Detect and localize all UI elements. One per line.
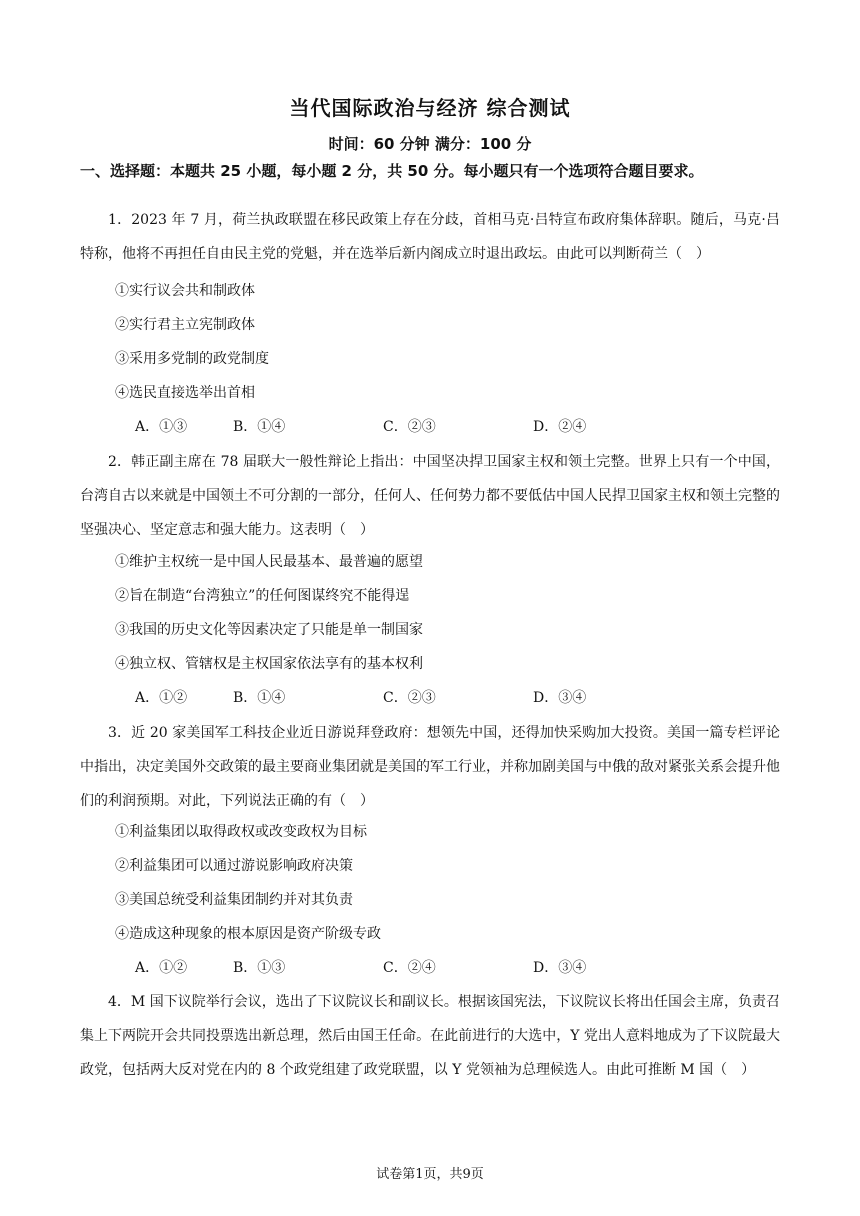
question-4-stem: 4．M 国下议院举行会议，选出了下议院议长和副议长。根据该国宪法，下议院议长将出任国会主席，负责召集上下两院开会共同投票选出新总理，然后由国王任命。在此前进行的大选中，Y 党出人意料地成为了下议院最大政党，包括两大反对党在内的 8 个政党组建了政党联盟，以 Y 党领袖为总理候选人。由此可推断 M 国（ ） <box>80 994 780 1078</box>
question-3-stem: 3．近 20 家美国军工科技企业近日游说拜登政府：想领先中国，还得加快采购加大投资。美国一篇专栏评论中指出，决定美国外交政策的最主要商业集团就是美国的军工行业，并称加剧美国与中俄的敌对紧张关系会提升他们的利润预期。对此，下列说法正确的有（ ） <box>80 725 780 809</box>
question-3-option-4: ④造成这种现象的根本原因是资产阶级专政 <box>115 926 381 942</box>
choice-a[interactable]: A．①② <box>135 690 188 706</box>
question-3-choices <box>135 958 735 978</box>
question-2-option-1: ①维护主权统一是中国人民最基本、最普遍的愿望 <box>115 554 423 570</box>
question-1-stem: 1．2023 年 7 月，荷兰执政联盟在移民政策上存在分歧，首相马克·吕特宣布政府集体辞职。随后，马克·吕特称，他将不再担任自由民主党的党魁，并在选举后新内阁成立时退出政坛。由此可以判断荷兰（ ） <box>80 212 780 262</box>
page-footer: 试卷第1页，共9页 <box>376 1167 484 1182</box>
question-3-option-1: ①利益集团以取得政权或改变政权为目标 <box>115 824 367 840</box>
choice-c[interactable]: C．②③ <box>383 690 436 706</box>
question-3-option-2: ②利益集团可以通过游说影响政府决策 <box>115 858 353 874</box>
question-1-option-3: ③采用多党制的政党制度 <box>115 351 269 367</box>
choice-d[interactable]: D．③④ <box>533 960 587 976</box>
question-1-choices <box>135 417 735 437</box>
question-1-option-2: ②实行君主立宪制政体 <box>115 317 255 333</box>
choice-a[interactable]: A．①② <box>135 960 188 976</box>
choice-d[interactable]: D．③④ <box>533 690 587 706</box>
choice-b[interactable]: B．①③ <box>233 960 286 976</box>
exam-info: 时间：60 分钟 满分：100 分 <box>328 135 532 153</box>
question-2-stem: 2．韩正副主席在 78 届联大一般性辩论上指出：中国坚决捍卫国家主权和领土完整。世界上只有一个中国，台湾自古以来就是中国领土不可分割的一部分，任何人、任何势力都不要低估中国人民捍卫国家主权和领土完整的坚强决心、坚定意志和强大能力。这表明（ ） <box>80 454 780 538</box>
choice-c[interactable]: C．②④ <box>383 960 436 976</box>
page-title: 当代国际政治与经济 综合测试 <box>289 96 571 120</box>
choice-c[interactable]: C．②③ <box>383 419 436 435</box>
question-2-choices <box>135 688 735 708</box>
question-1-option-1: ①实行议会共和制政体 <box>115 283 255 299</box>
choice-b[interactable]: B．①④ <box>233 690 286 706</box>
choice-d[interactable]: D．②④ <box>533 419 587 435</box>
question-2-option-2: ②旨在制造“台湾独立”的任何图谋终究不能得逞 <box>115 588 410 604</box>
question-3-option-3: ③美国总统受利益集团制约并对其负责 <box>115 892 353 908</box>
choice-a[interactable]: A．①③ <box>135 419 188 435</box>
question-2-option-3: ③我国的历史文化等因素决定了只能是单一制国家 <box>115 622 423 638</box>
choice-b[interactable]: B．①④ <box>233 419 286 435</box>
question-1-option-4: ④选民直接选举出首相 <box>115 385 255 401</box>
section-heading: 一、选择题：本题共 25 小题，每小题 2 分，共 50 分。每小题只有一个选项符合题目要求。 <box>80 162 704 180</box>
question-2-option-4: ④独立权、管辖权是主权国家依法享有的基本权利 <box>115 656 423 672</box>
